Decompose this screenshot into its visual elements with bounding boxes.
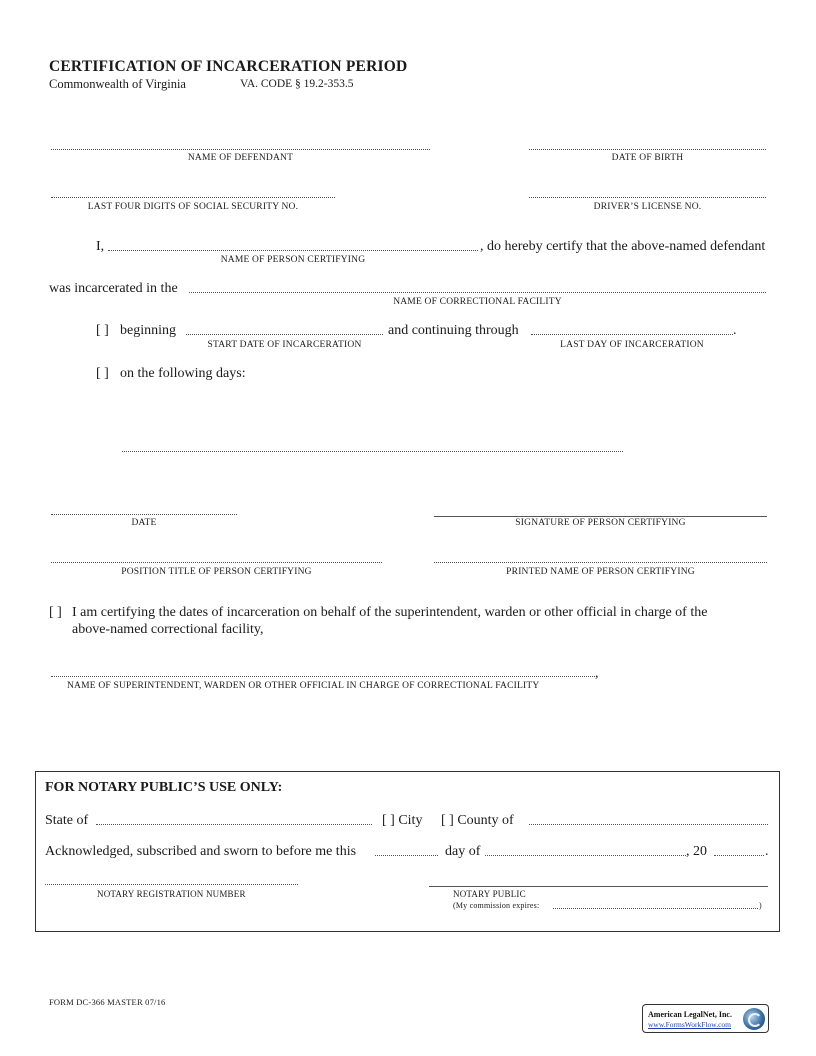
position-title-caption: POSITION TITLE OF PERSON CERTIFYING bbox=[121, 567, 312, 577]
incarcerated-prefix: was incarcerated in the bbox=[49, 281, 178, 296]
date-caption: DATE bbox=[131, 518, 157, 528]
day-of-label: day of bbox=[445, 844, 481, 859]
drivers-license-line[interactable] bbox=[529, 197, 766, 198]
person-certifying-caption: NAME OF PERSON CERTIFYING bbox=[220, 255, 366, 265]
american-legalnet-logo[interactable] bbox=[642, 1004, 769, 1033]
correctional-facility-caption: NAME OF CORRECTIONAL FACILITY bbox=[393, 297, 562, 307]
beginning-checkbox[interactable]: [ ] bbox=[96, 323, 109, 338]
city-county-line[interactable] bbox=[529, 824, 768, 825]
behalf-checkbox[interactable]: [ ] bbox=[49, 605, 62, 620]
acknowledged-label: Acknowledged, subscribed and sworn to before me this bbox=[45, 844, 357, 859]
registration-number-caption: NOTARY REGISTRATION NUMBER bbox=[97, 889, 246, 899]
statute-code: VA. CODE § 19.2-353.5 bbox=[240, 78, 354, 90]
signature-caption: SIGNATURE OF PERSON CERTIFYING bbox=[515, 518, 686, 528]
person-certifying-line[interactable] bbox=[108, 250, 478, 251]
logo-company-name: American LegalNet, Inc. bbox=[648, 1010, 732, 1019]
city-checkbox[interactable]: [ ] City bbox=[382, 813, 423, 828]
ssn-last-four-caption: LAST FOUR DIGITS OF SOCIAL SECURITY NO. bbox=[87, 202, 299, 212]
drivers-license-caption: DRIVER’S LICENSE NO. bbox=[593, 202, 702, 212]
form-id: FORM DC-366 MASTER 07/16 bbox=[49, 997, 166, 1007]
following-days-line[interactable] bbox=[122, 451, 623, 452]
last-day-line[interactable] bbox=[531, 334, 733, 335]
date-line[interactable] bbox=[51, 514, 237, 515]
behalf-text-line1: I am certifying the dates of incarceration on behalf of the superintendent, warden or other official in charge of the bbox=[72, 605, 708, 620]
commission-close: ) bbox=[759, 901, 762, 910]
year-prefix: , 20 bbox=[686, 844, 707, 859]
logo-url[interactable]: www.FormsWorkFlow.com bbox=[648, 1020, 732, 1029]
certify-prefix: I, bbox=[96, 239, 105, 254]
day-line[interactable] bbox=[375, 855, 438, 856]
date-of-birth-caption: DATE OF BIRTH bbox=[611, 153, 684, 163]
form-title: CERTIFICATION OF INCARCERATION PERIOD bbox=[49, 58, 408, 75]
signature-line[interactable] bbox=[434, 516, 767, 517]
defendant-name-line[interactable] bbox=[51, 149, 430, 150]
continuing-label: and continuing through bbox=[388, 323, 519, 338]
notary-public-caption: NOTARY PUBLIC bbox=[453, 889, 526, 899]
notary-signature-line[interactable] bbox=[429, 886, 768, 887]
position-title-line[interactable] bbox=[51, 562, 382, 563]
notary-heading: FOR NOTARY PUBLIC’S USE ONLY: bbox=[45, 780, 283, 795]
last-day-caption: LAST DAY OF INCARCERATION bbox=[560, 340, 704, 350]
period-end: . bbox=[733, 323, 737, 338]
start-date-line[interactable] bbox=[186, 334, 383, 335]
official-name-comma: , bbox=[595, 666, 599, 681]
county-checkbox[interactable]: [ ] County of bbox=[441, 813, 514, 828]
printed-name-caption: PRINTED NAME OF PERSON CERTIFYING bbox=[506, 567, 695, 577]
registration-number-line[interactable] bbox=[45, 884, 298, 885]
commission-expires-line[interactable] bbox=[553, 908, 758, 909]
state-line[interactable] bbox=[96, 824, 372, 825]
certify-suffix: , do hereby certify that the above-named defendant bbox=[480, 239, 766, 254]
official-name-caption: NAME OF SUPERINTENDENT, WARDEN OR OTHER OFFICIAL IN CHARGE OF CORRECTIONAL FACILITY bbox=[67, 681, 540, 691]
following-days-checkbox[interactable]: [ ] bbox=[96, 366, 109, 381]
commission-label: (My commission expires: bbox=[453, 901, 540, 910]
official-name-line[interactable] bbox=[51, 676, 595, 677]
ssn-last-four-line[interactable] bbox=[51, 197, 335, 198]
state-of-label: State of bbox=[45, 813, 89, 828]
defendant-name-caption: NAME OF DEFENDANT bbox=[187, 153, 294, 163]
globe-icon bbox=[743, 1008, 765, 1030]
month-line[interactable] bbox=[485, 855, 686, 856]
behalf-text-line2: above-named correctional facility, bbox=[72, 622, 264, 637]
correctional-facility-line[interactable] bbox=[189, 292, 766, 293]
beginning-label: beginning bbox=[120, 323, 176, 338]
jurisdiction: Commonwealth of Virginia bbox=[49, 77, 186, 91]
date-of-birth-line[interactable] bbox=[529, 149, 766, 150]
acknowledged-period: . bbox=[765, 844, 769, 859]
printed-name-line[interactable] bbox=[434, 562, 767, 563]
year-line[interactable] bbox=[714, 855, 764, 856]
start-date-caption: START DATE OF INCARCERATION bbox=[207, 340, 362, 350]
following-days-label: on the following days: bbox=[120, 366, 246, 381]
